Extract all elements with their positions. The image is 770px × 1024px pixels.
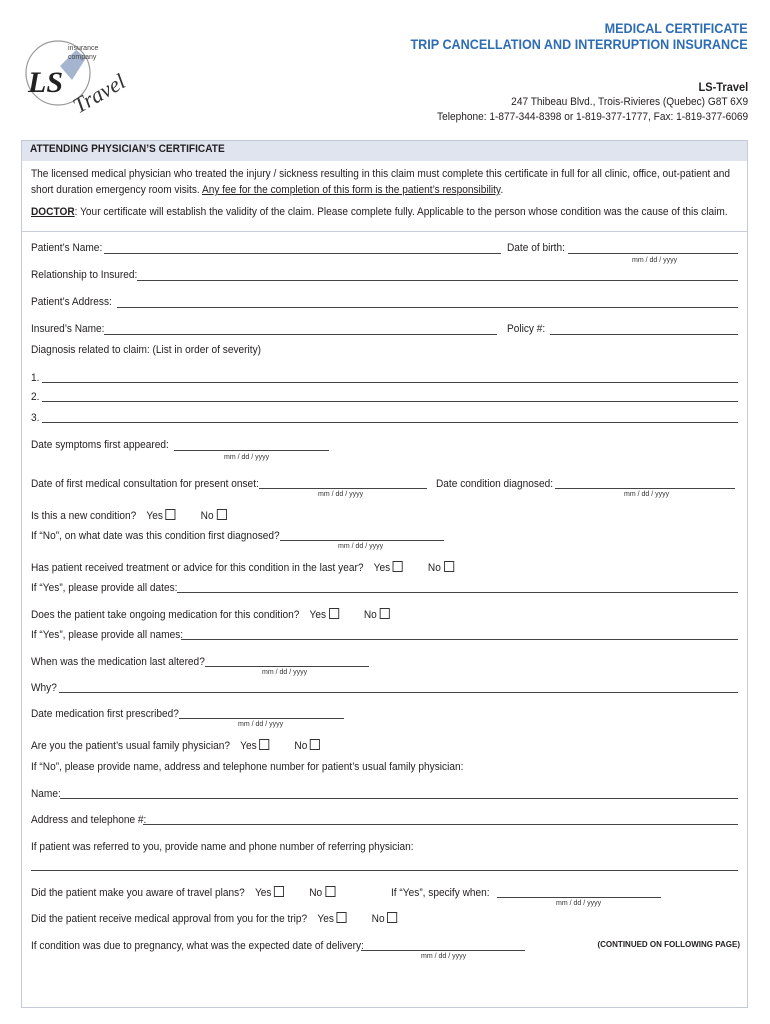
condition-diagnosed-hint: mm / dd / yyyy — [624, 491, 670, 498]
patient-name-label: Patient’s Name: — [31, 242, 103, 254]
title-line-1: MEDICAL CERTIFICATE — [604, 20, 748, 36]
treatment-dates-label: If “Yes”, please provide all dates: — [31, 582, 178, 594]
medication-names-label: If “Yes”, please provide all names: — [31, 629, 184, 641]
logo-ls: LS — [28, 66, 64, 99]
first-diagnosed-hint: mm / dd / yyyy — [338, 543, 384, 550]
medication-prescribed-label: Date medication first prescribed? — [31, 708, 179, 720]
symptoms-date-field[interactable] — [174, 450, 329, 451]
new-condition-yes-label: Yes — [146, 510, 163, 522]
family-physician-no-label: No — [294, 740, 308, 752]
company-phones: Telephone: 1-877-344-8398 or 1-819-377-1777, Fax: 1-819-377-6069 — [436, 111, 748, 123]
family-physician-yes-label: Yes — [240, 740, 257, 752]
continued-notice: (CONTINUED ON FOLLOWING PAGE) — [597, 940, 740, 949]
diag-2-label: 2. — [31, 391, 40, 403]
medication-no-label: No — [363, 609, 377, 621]
medication-altered-hint: mm / dd / yyyy — [262, 669, 308, 676]
medical-approval-yes-label: Yes — [317, 913, 334, 925]
new-condition-label: Is this a new condition? — [31, 510, 137, 522]
diag-1-label: 1. — [31, 372, 40, 384]
condition-diagnosed-label: Date condition diagnosed: — [436, 478, 554, 490]
medication-prescribed-hint: mm / dd / yyyy — [238, 721, 284, 728]
referring-physician-field[interactable] — [31, 870, 738, 871]
physician-address-label: Address and telephone #: — [31, 814, 147, 826]
medication-yes-label: Yes — [309, 609, 327, 621]
travel-plans-no-checkbox[interactable] — [325, 886, 335, 897]
why-label: Why? — [31, 682, 57, 694]
fee-notice: Any fee for the completion of this form is the patient’s responsibility — [201, 184, 501, 196]
policy-field[interactable] — [550, 334, 738, 335]
travel-plans-yes-checkbox[interactable] — [274, 886, 284, 897]
specify-when-field[interactable] — [497, 897, 661, 898]
pregnancy-date-hint: mm / dd / yyyy — [421, 953, 467, 960]
first-diagnosed-label: If “No”, on what date was this condition first diagnosed? — [31, 530, 280, 542]
family-physician-yes-checkbox[interactable] — [259, 739, 269, 750]
pregnancy-date-field[interactable] — [361, 950, 525, 951]
medication-no-checkbox[interactable] — [380, 608, 390, 619]
section-title: ATTENDING PHYSICIAN’S CERTIFICATE — [30, 143, 225, 155]
travel-plans-label: Did the patient make you aware of travel plans? — [31, 887, 245, 899]
first-consult-hint: mm / dd / yyyy — [318, 491, 364, 498]
medication-yes-checkbox[interactable] — [329, 608, 339, 619]
intro-paragraph: The licensed medical physician who treated the injury / sickness resulting in this claim must complete this certificate in full for all clinic, office, out-patient and short duration emergency room visits. Any fee for the completion of this form is the patient’s responsibility. — [31, 166, 739, 198]
insured-name-label: Insured’s Name: — [31, 323, 105, 335]
medication-altered-label: When was the medication last altered? — [31, 656, 205, 668]
family-physician-label: Are you the patient’s usual family physician? — [31, 740, 230, 752]
doctor-notice — [31, 204, 739, 220]
new-condition-question — [31, 509, 227, 524]
doctor-label: DOCTOR — [31, 206, 75, 218]
intro-line-2: short duration emergency room visits. — [31, 184, 202, 196]
company-contact — [437, 80, 748, 125]
symptoms-date-hint: mm / dd / yyyy — [224, 454, 270, 461]
travel-plans-question — [31, 886, 335, 901]
logo-company: company — [68, 54, 97, 61]
medication-prescribed-field[interactable] — [179, 718, 344, 719]
medical-approval-label: Did the patient receive medical approval from you for the trip? — [31, 913, 308, 925]
physician-address-field[interactable] — [143, 824, 738, 825]
relationship-field[interactable] — [137, 280, 738, 281]
treatment-dates-field[interactable] — [177, 592, 738, 593]
treatment-question — [31, 561, 454, 576]
separator — [22, 231, 747, 232]
new-condition-yes-checkbox[interactable] — [166, 509, 176, 520]
why-field[interactable] — [59, 692, 738, 693]
medical-approval-no-checkbox[interactable] — [387, 912, 397, 923]
symptoms-date-label: Date symptoms first appeared: — [31, 439, 169, 451]
medical-approval-yes-checkbox[interactable] — [337, 912, 347, 923]
document-title — [411, 20, 748, 52]
dob-hint: mm / dd / yyyy — [632, 257, 678, 264]
medication-question — [31, 608, 390, 623]
title-line-2: TRIP CANCELLATION AND INTERRUPTION INSURANCE — [410, 36, 748, 52]
first-consult-label: Date of first medical consultation for present onset: — [31, 478, 259, 490]
relationship-label: Relationship to Insured: — [31, 269, 138, 281]
family-physician-no-checkbox[interactable] — [310, 739, 320, 750]
policy-label: Policy #: — [507, 323, 546, 335]
travel-plans-yes-label: Yes — [254, 887, 272, 899]
dob-label: Date of birth: — [507, 242, 565, 254]
treatment-no-label: No — [427, 562, 441, 574]
referring-physician-label: If patient was referred to you, provide name and phone number of referring physician: — [31, 841, 414, 853]
condition-diagnosed-field[interactable] — [555, 488, 735, 489]
diag-3-label: 3. — [31, 412, 40, 424]
medication-label: Does the patient take ongoing medication for this condition? — [31, 609, 300, 621]
company-address: 247 Thibeau Blvd., Trois-Rivieres (Quebec) G8T 6X9 — [510, 96, 748, 108]
treatment-no-checkbox[interactable] — [444, 561, 454, 572]
insured-name-field[interactable] — [104, 334, 497, 335]
first-diagnosed-field[interactable] — [280, 540, 444, 541]
dob-field[interactable] — [568, 253, 738, 254]
specify-when-hint: mm / dd / yyyy — [556, 900, 602, 907]
patient-address-field[interactable] — [117, 307, 738, 308]
doctor-text: : Your certificate will establish the validity of the claim. Please complete fully. Applicable to the person whose condition was the cause of this claim. — [74, 206, 728, 218]
diag-2-field[interactable] — [42, 401, 738, 402]
travel-plans-no-label: No — [309, 887, 323, 899]
physician-name-field[interactable] — [60, 798, 738, 799]
treatment-yes-label: Yes — [373, 562, 391, 574]
pregnancy-label: If condition was due to pregnancy, what was the expected date of delivery: — [31, 940, 364, 952]
physician-name-label: Name: — [31, 788, 61, 800]
new-condition-no-label: No — [200, 510, 214, 522]
new-condition-no-checkbox[interactable] — [216, 509, 226, 520]
diagnosis-label: Diagnosis related to claim: (List in order of severity) — [31, 344, 262, 356]
patient-address-label: Patient’s Address: — [31, 296, 112, 308]
diag-1-field[interactable] — [42, 382, 738, 383]
logo-travel: Travel — [68, 68, 130, 119]
logo-insurance: insurance — [68, 45, 99, 52]
medication-altered-field[interactable] — [205, 666, 369, 667]
first-consult-field[interactable] — [259, 488, 427, 489]
medical-approval-no-label: No — [371, 913, 385, 925]
medication-names-field[interactable] — [181, 639, 738, 640]
usual-physician-instruction: If “No”, please provide name, address and telephone number for patient’s usual family physician: — [31, 761, 464, 773]
specify-when-label: If “Yes”, specify when: — [391, 887, 490, 899]
diag-3-field[interactable] — [42, 422, 738, 423]
intro-line-1: The licensed medical physician who treated the injury / sickness resulting in this claim must complete this certificate in full for all clinic, office, out-patient and — [31, 168, 730, 180]
treatment-yes-checkbox[interactable] — [393, 561, 403, 572]
family-physician-question — [31, 739, 320, 754]
medical-approval-question — [31, 912, 397, 927]
patient-name-field[interactable] — [104, 253, 501, 254]
company-logo — [20, 28, 140, 123]
treatment-label: Has patient received treatment or advice for this condition in the last year? — [31, 562, 364, 574]
company-name: LS-Travel — [698, 80, 748, 94]
